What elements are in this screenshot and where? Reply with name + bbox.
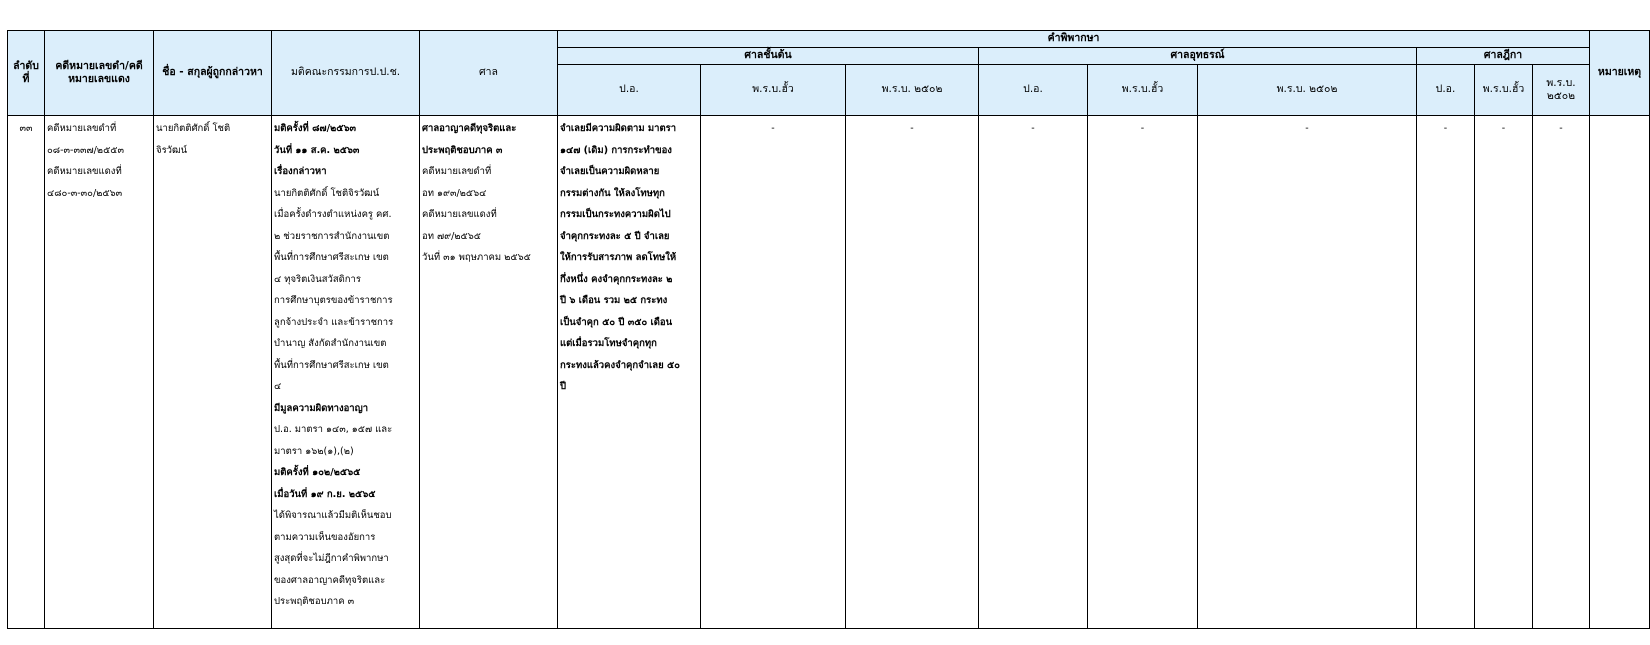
header-name: ชื่อ - สกุลผู้ถูกกล่าวหา	[154, 31, 272, 116]
cell-first-prb-2502: -	[846, 116, 979, 629]
header-appeal-po: ป.อ.	[979, 65, 1088, 116]
cell-line: พื้นที่การศึกษาศรีสะเกษ เขต	[274, 359, 389, 371]
cell-court	[420, 116, 558, 629]
header-first-prb-new: พ.ร.บ.ฮั้ว	[701, 65, 846, 116]
cell-line: ให้การรับสารภาพ ลดโทษให้	[560, 252, 677, 263]
cell-line: แต่เมื่อรวมโทษจำคุกทุก	[560, 338, 657, 349]
table-row	[8, 116, 1650, 629]
cell-line: เรื่องกล่าวหา	[274, 166, 327, 177]
cell-line: จำคุกกระทงละ ๕ ปี จำเลย	[560, 230, 670, 242]
cell-line: อท ๑๙๓/๒๕๖๔	[422, 187, 487, 199]
cell-first-po	[558, 116, 701, 629]
cell-remarks	[1590, 116, 1650, 629]
header-supreme-po: ป.อ.	[1417, 65, 1475, 116]
cell-line: ปี	[560, 381, 567, 392]
cell-line: เมื่อครั้งดำรงตำแหน่งครู คศ.	[274, 209, 392, 220]
header-court: ศาล	[420, 31, 558, 116]
cell-name: นายกิตติศักดิ์ โชติ จิรวัฒน์	[154, 116, 272, 629]
cell-line: ประพฤติชอบภาค ๓	[274, 596, 355, 607]
header-resolution: มติคณะกรรมการป.ป.ช.	[272, 31, 420, 116]
cell-line: เมื่อวันที่ ๑๙ ก.ย. ๒๕๖๕	[274, 488, 376, 500]
cell-line: อท ๗๙/๒๕๖๕	[422, 230, 481, 242]
header-first-court: ศาลชั้นต้น	[558, 48, 979, 65]
cell-supreme-prb-2502: -	[1533, 116, 1590, 629]
header-supreme-prb-new: พ.ร.บ.ฮั้ว	[1475, 65, 1533, 116]
header-no: ลำดับที่	[8, 31, 45, 116]
cell-line: มาตรา ๑๖๒(๑),(๒)	[274, 445, 354, 457]
judgment-table	[7, 30, 1650, 629]
cell-line: การศึกษาบุตรของข้าราชการ	[274, 295, 393, 306]
header-first-prb-2502: พ.ร.บ. ๒๕๐๒	[846, 65, 979, 116]
cell-case-no: คดีหมายเลขดำที่ ๐๘-๓-๓๓๗/๒๕๕๓ คดีหมายเลขแดงที่ ๔๘๐-๓-๓๐/๒๕๖๓	[45, 116, 154, 629]
header-appeal-court: ศาลอุทธรณ์	[979, 48, 1417, 65]
cell-line: เป็นจำคุก ๕๐ ปี ๓๕๐ เดือน	[560, 316, 673, 328]
header-case-no: คดีหมายเลขดำ/คดีหมายเลขแดง	[45, 31, 154, 116]
cell-line: ศาลอาญาคดีทุจริตและ	[422, 123, 517, 134]
cell-line: ๒ ช่วยราชการสำนักงานเขต	[274, 230, 390, 242]
header-appeal-prb-2502: พ.ร.บ. ๒๕๐๒	[1198, 65, 1417, 116]
cell-line: ได้พิจารณาแล้วมีมติเห็นชอบ	[274, 510, 392, 521]
cell-line: วันที่ ๑๑ ส.ค. ๒๕๖๓	[274, 144, 360, 156]
cell-appeal-prb-2502: -	[1198, 116, 1417, 629]
cell-line: สูงสุดที่จะไม่ฎีกาคำพิพากษา	[274, 553, 389, 564]
cell-line: จำเลยมีความผิดตาม มาตรา	[560, 123, 677, 134]
header-supreme-court: ศาลฎีกา	[1417, 48, 1590, 65]
header-supreme-prb-2502: พ.ร.บ. ๒๕๐๒	[1533, 65, 1590, 116]
cell-supreme-po: -	[1417, 116, 1475, 629]
cell-line: คดีหมายเลขดำที่	[422, 166, 492, 177]
cell-line: ๔	[274, 381, 282, 392]
cell-line: ลูกจ้างประจำ และข้าราชการ	[274, 316, 394, 328]
cell-appeal-prb-new: -	[1088, 116, 1198, 629]
cell-line: กึ่งหนึ่ง คงจำคุกกระทงละ ๒	[560, 273, 673, 285]
header-appeal-prb-new: พ.ร.บ.ฮั้ว	[1088, 65, 1198, 116]
header-first-po: ป.อ.	[558, 65, 701, 116]
header-remarks: หมายเหตุ	[1590, 31, 1650, 116]
cell-line: มีมูลความผิดทางอาญา	[274, 402, 369, 414]
cell-line: ปี ๖ เดือน รวม ๒๕ กระทง	[560, 295, 668, 306]
cell-line: มติครั้งที่ ๑๐๒/๒๕๖๕	[274, 467, 361, 478]
cell-no: ๓๓	[8, 116, 45, 629]
cell-line: กรรมเป็นกระทงความผิดไป	[560, 209, 671, 220]
cell-first-prb-new: -	[701, 116, 846, 629]
cell-supreme-prb-new: -	[1475, 116, 1533, 629]
cell-line: บำนาญ สังกัดสำนักงานเขต	[274, 338, 387, 349]
cell-line: ประพฤติชอบภาค ๓	[422, 144, 503, 156]
cell-line: วันที่ ๓๑ พฤษภาคม ๒๕๖๕	[422, 252, 531, 263]
cell-line: มติครั้งที่ ๘๗/๒๕๖๓	[274, 123, 357, 134]
cell-line: ตามความเห็นของอัยการ	[274, 531, 376, 543]
cell-line: กรรมต่างกัน ให้ลงโทษทุก	[560, 187, 665, 199]
cell-line: กระทงแล้วคงจำคุกจำเลย ๕๐	[560, 359, 680, 371]
cell-resolution	[272, 116, 420, 629]
cell-line: จำเลยเป็นความผิดหลาย	[560, 166, 660, 177]
cell-line: ป.อ. มาตรา ๑๔๓, ๑๕๗ และ	[274, 424, 393, 435]
cell-appeal-po: -	[979, 116, 1088, 629]
cell-line: ๔ ทุจริตเงินสวัสดิการ	[274, 273, 361, 285]
cell-line: ของศาลอาญาคดีทุจริตและ	[274, 574, 386, 586]
cell-line: ๑๔๗ (เดิม) การกระทำของ	[560, 144, 672, 156]
cell-line: คดีหมายเลขแดงที่	[422, 209, 497, 220]
header-judgment: คำพิพากษา	[558, 31, 1590, 48]
cell-line: พื้นที่การศึกษาศรีสะเกษ เขต	[274, 252, 389, 263]
cell-line: นายกิตติศักดิ์ โชติจิรวัฒน์	[274, 187, 380, 199]
